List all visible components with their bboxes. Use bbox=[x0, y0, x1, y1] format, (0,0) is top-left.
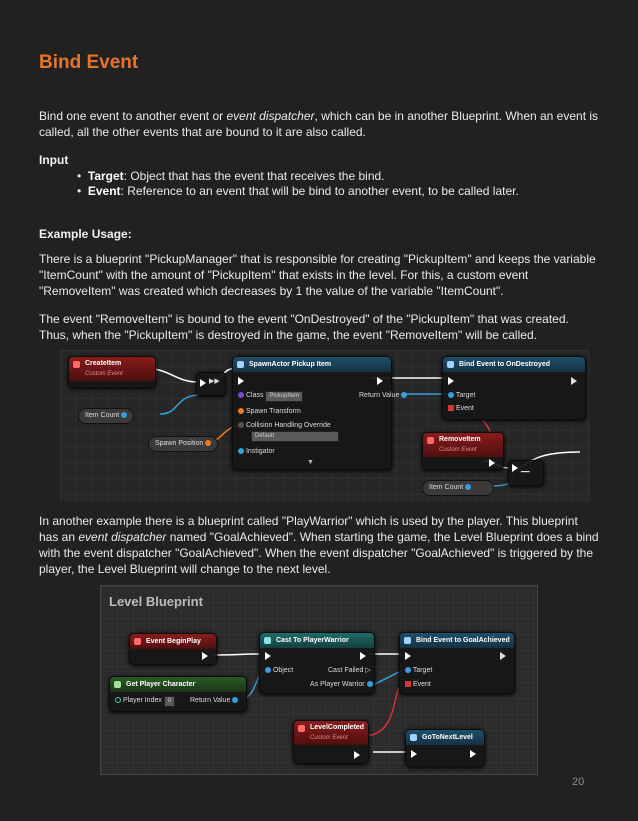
exec-in-pin bbox=[512, 464, 518, 472]
para3-italic: event dispatcher bbox=[78, 530, 167, 544]
level-completed-header: LevelCompleted Custom Event bbox=[294, 721, 368, 745]
pure-function-icon bbox=[114, 681, 121, 688]
cast-icon bbox=[264, 637, 271, 644]
instigator-pin: Instigator bbox=[238, 447, 275, 456]
collision-override-pin: Collision Handling Override bbox=[238, 421, 331, 430]
blueprint-graph-level bbox=[100, 585, 538, 775]
exec-in-pin bbox=[411, 750, 417, 758]
target-pin: Target bbox=[448, 391, 475, 400]
input-heading: Input bbox=[39, 153, 69, 167]
event-icon bbox=[427, 437, 434, 444]
sequence-icon: ▶▶ bbox=[209, 378, 220, 385]
expand-arrow-icon[interactable]: ▼ bbox=[307, 459, 314, 466]
bind-event-node[interactable] bbox=[442, 356, 586, 420]
item-count-getter[interactable]: Item Count bbox=[78, 408, 134, 424]
section-heading: Bind Event bbox=[39, 52, 139, 73]
exec-out-pin bbox=[489, 459, 495, 467]
return-value-pin: Return Value bbox=[190, 696, 238, 705]
begin-play-node[interactable] bbox=[129, 633, 217, 665]
bind-goal-node[interactable] bbox=[399, 632, 515, 694]
exec-out-pin bbox=[500, 652, 506, 660]
get-player-character-node[interactable] bbox=[109, 676, 247, 712]
player-index-pin: Player Index 0 bbox=[115, 696, 175, 707]
item-count-getter-2[interactable]: Item Count bbox=[422, 480, 494, 496]
paragraph-1: There is a blueprint "PickupManager" that is responsible for creating "PickupItem" and keeps the variable "ItemCount" with the amount of "PickupItem" that exists in the level. For this, a custom event "RemoveItem" was created which decreases by 1 the value of the variable "ItemCount". bbox=[39, 252, 596, 298]
level-completed-event-node[interactable] bbox=[293, 720, 369, 764]
target-pin: Target bbox=[405, 666, 432, 675]
spawn-actor-node[interactable] bbox=[232, 356, 400, 470]
blue-pin-icon bbox=[121, 412, 127, 418]
function-icon bbox=[410, 734, 417, 741]
decrement-icon: ━━ bbox=[521, 469, 530, 476]
exec-out-pin bbox=[377, 377, 383, 385]
return-value-pin: Return Value bbox=[359, 391, 407, 400]
exec-out-pin bbox=[354, 751, 360, 759]
bind-event-header: Bind Event to OnDestroyed bbox=[443, 357, 585, 372]
exec-out-pin bbox=[470, 750, 476, 758]
orange-pin-icon bbox=[205, 440, 211, 446]
remove-item-header: RemoveItem Custom Event bbox=[423, 433, 503, 457]
paragraph-3: In another example there is a blueprint called "PlayWarrior" which is used by the player. This blueprint has an event dispatcher named "GoalAchieved". When starting the game, the Level Blueprint does a bind with the event dispatcher "GoalAchieved". When the event dispatcher "GoalAchieved" is triggered by the player, the Level Blueprint will change to the next level. bbox=[39, 514, 599, 576]
as-player-warrior-pin: As Player Warrior bbox=[310, 680, 373, 689]
blue-pin-icon bbox=[465, 484, 471, 490]
cast-node[interactable] bbox=[259, 632, 375, 694]
collision-dropdown[interactable]: Default bbox=[251, 431, 339, 442]
exec-in-pin bbox=[238, 377, 244, 385]
class-pin: Class PickupItem bbox=[238, 391, 303, 402]
cast-header: Cast To PlayerWarrior bbox=[260, 633, 374, 648]
input-item-event: • Event: Reference to an event that will be bind to another event, to be called later. bbox=[77, 184, 519, 198]
exec-out-pin bbox=[360, 652, 366, 660]
object-pin: Object bbox=[265, 666, 293, 675]
function-icon bbox=[447, 361, 454, 368]
cast-failed-pin: Cast Failed ▷ bbox=[328, 667, 371, 674]
level-blueprint-title: Level Blueprint bbox=[109, 594, 203, 609]
event-pin: Event bbox=[448, 404, 474, 413]
exec-in-pin bbox=[448, 377, 454, 385]
event-icon bbox=[298, 725, 305, 732]
function-icon bbox=[404, 637, 411, 644]
exec-out-pin bbox=[571, 377, 577, 385]
input-item-target: • Target: Object that has the event that receives the bind. bbox=[77, 169, 385, 183]
spawn-actor-header: SpawnActor Pickup Item bbox=[233, 357, 391, 372]
class-dropdown[interactable]: PickupItem bbox=[265, 391, 303, 402]
intro-paragraph bbox=[39, 108, 599, 140]
sequence-node[interactable] bbox=[196, 372, 226, 396]
paragraph-2: The event "RemoveItem" is bound to the event "OnDestroyed" of the "PickupItem" that was created. Thus, when the "PickupItem" is destroyed in the game, the event "RemoveItem" will be called. bbox=[39, 312, 569, 342]
create-item-event-node[interactable] bbox=[68, 356, 156, 388]
spawn-transform-pin: Spawn Transform bbox=[238, 407, 301, 416]
remove-item-event-node[interactable] bbox=[422, 432, 504, 470]
begin-play-header: Event BeginPlay bbox=[130, 634, 216, 649]
intro-text-2: , which can be in another Blueprint. When an event is called, all the other events that are bound to it are also called. bbox=[39, 109, 599, 139]
intro-text-1: Bind one event to another event or bbox=[39, 109, 227, 123]
go-to-next-level-header: GoToNextLevel bbox=[406, 730, 484, 745]
go-to-next-level-node[interactable] bbox=[405, 729, 485, 767]
create-item-header: CreateItem Custom Event bbox=[69, 357, 155, 381]
exec-in-pin bbox=[405, 652, 411, 660]
example-heading: Example Usage: bbox=[39, 227, 132, 241]
bind-goal-header: Bind Event to GoalAchieved bbox=[400, 633, 514, 648]
blueprint-graph-pickup-manager bbox=[60, 350, 590, 502]
function-icon bbox=[237, 361, 244, 368]
exec-in-pin bbox=[200, 379, 206, 387]
intro-italic: event dispatcher bbox=[226, 109, 315, 123]
event-pin: Event bbox=[405, 680, 431, 689]
player-index-field[interactable]: 0 bbox=[164, 696, 175, 707]
event-icon bbox=[73, 361, 80, 368]
get-player-header: Get Player Character bbox=[110, 677, 246, 692]
event-icon bbox=[134, 638, 141, 645]
exec-in-pin bbox=[265, 652, 271, 660]
decrement-node[interactable] bbox=[508, 460, 544, 486]
exec-out-pin bbox=[202, 652, 208, 660]
spawn-position-getter[interactable]: Spawn Position bbox=[148, 436, 218, 452]
page-number: 20 bbox=[572, 776, 585, 788]
